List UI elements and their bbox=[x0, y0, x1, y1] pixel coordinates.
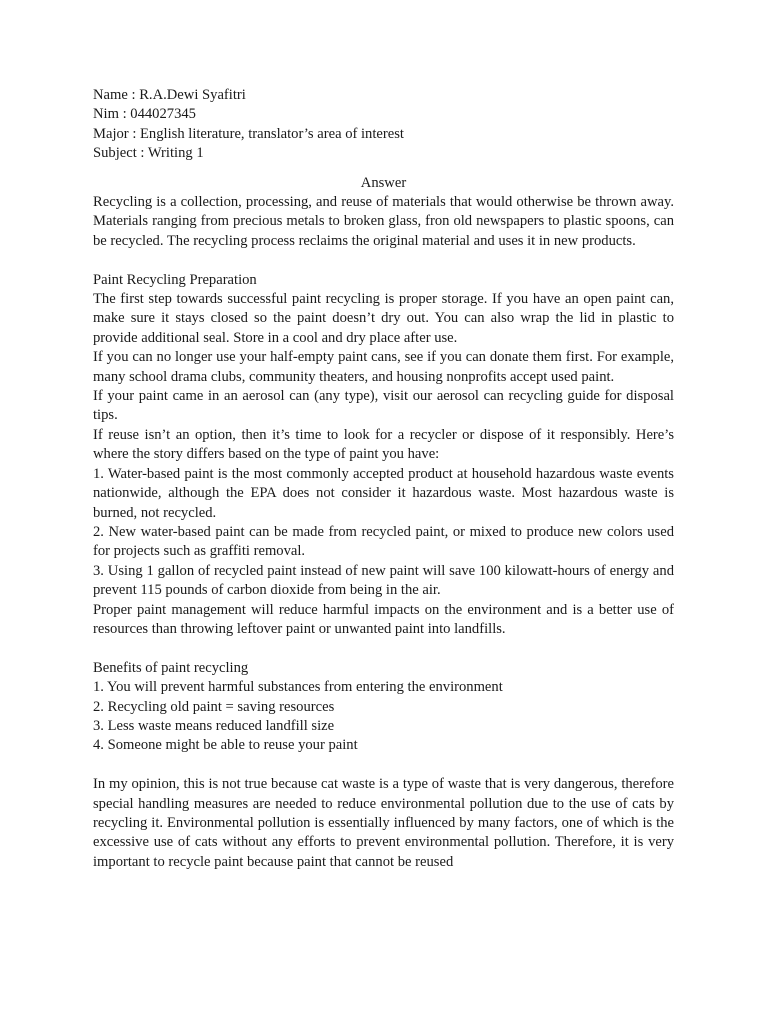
benefits-title: Benefits of paint recycling bbox=[93, 659, 249, 676]
preparation-paragraph: If your paint came in an aerosol can (any type), visit our aerosol can recycling guide for disposal tips. bbox=[93, 388, 674, 424]
preparation-paragraph: If you can no longer use your half-empty paint cans, see if you can donate them first. For example, many school drama clubs, community theaters, and housing nonprofits accept used paint. bbox=[93, 349, 674, 385]
preparation-paragraph: The first step towards successful paint recycling is proper storage. If you have an open paint can, make sure it stays closed so the paint doesn’t dry out. You can also wrap the lid in plastic to provide additional seal. Store in a cool and dry place after use. bbox=[93, 291, 674, 346]
paragraph-gap bbox=[93, 756, 674, 775]
preparation-list-item: 1. Water-based paint is the most commonly accepted product at household hazardous waste events nationwide, although the EPA does not consider it hazardous waste. Most hazardous waste is burned, not recycled. bbox=[93, 465, 674, 521]
preparation-title: Paint Recycling Preparation bbox=[93, 271, 257, 288]
student-info bbox=[93, 86, 674, 164]
answer-title: Answer bbox=[360, 174, 407, 191]
benefit-item: 1. You will prevent harmful substances from entering the environment bbox=[93, 679, 503, 696]
preparation-paragraph: Proper paint management will reduce harmful impacts on the environment and is a better use of resources than throwing leftover paint or unwanted paint into landfills. bbox=[93, 601, 674, 637]
benefit-item: 2. Recycling old paint = saving resources bbox=[93, 698, 335, 715]
student-nim: Nim : 044027345 bbox=[93, 106, 196, 123]
preparation-list-item: 3. Using 1 gallon of recycled paint instead of new paint will save 100 kilowatt-hours of energy and prevent 115 pounds of carbon dioxide from being in the air. bbox=[93, 562, 674, 599]
intro-paragraph: Recycling is a collection, processing, and reuse of materials that would otherwise be thrown away. Materials ranging from precious metals to broken glass, fron old newspapers to plastic spoons, can be recycled. The recycling process reclaims the original material and uses it in new products. bbox=[93, 194, 674, 249]
student-major: Major : English literature, translator’s area of interest bbox=[93, 125, 404, 142]
benefit-item: 3. Less waste means reduced landfill size bbox=[93, 717, 335, 734]
preparation-list-item: 2. New water-based paint can be made from recycled paint, or mixed to produce new colors used for projects such as graffiti removal. bbox=[93, 523, 674, 560]
student-name: Name : R.A.Dewi Syafitri bbox=[93, 87, 246, 103]
subject: Subject : Writing 1 bbox=[93, 145, 204, 162]
preparation-paragraph: If reuse isn’t an option, then it’s time to look for a recycler or dispose of it responsibly. Here’s where the story differs based on the type of paint you have: bbox=[93, 426, 674, 463]
document-body bbox=[93, 86, 674, 872]
opinion-paragraph: In my opinion, this is not true because cat waste is a type of waste that is very dangerous, therefore special handling measures are needed to reduce environmental pollution due to the use of cats by recycling it. Environmental pollution is essentially influenced by many factors, one of which is the excessive use of cats without any efforts to prevent environmental pollution. Therefore, it is very important to recycle paint because paint that cannot be reused bbox=[93, 776, 674, 870]
benefit-item: 4. Someone might be able to reuse your paint bbox=[93, 737, 358, 754]
